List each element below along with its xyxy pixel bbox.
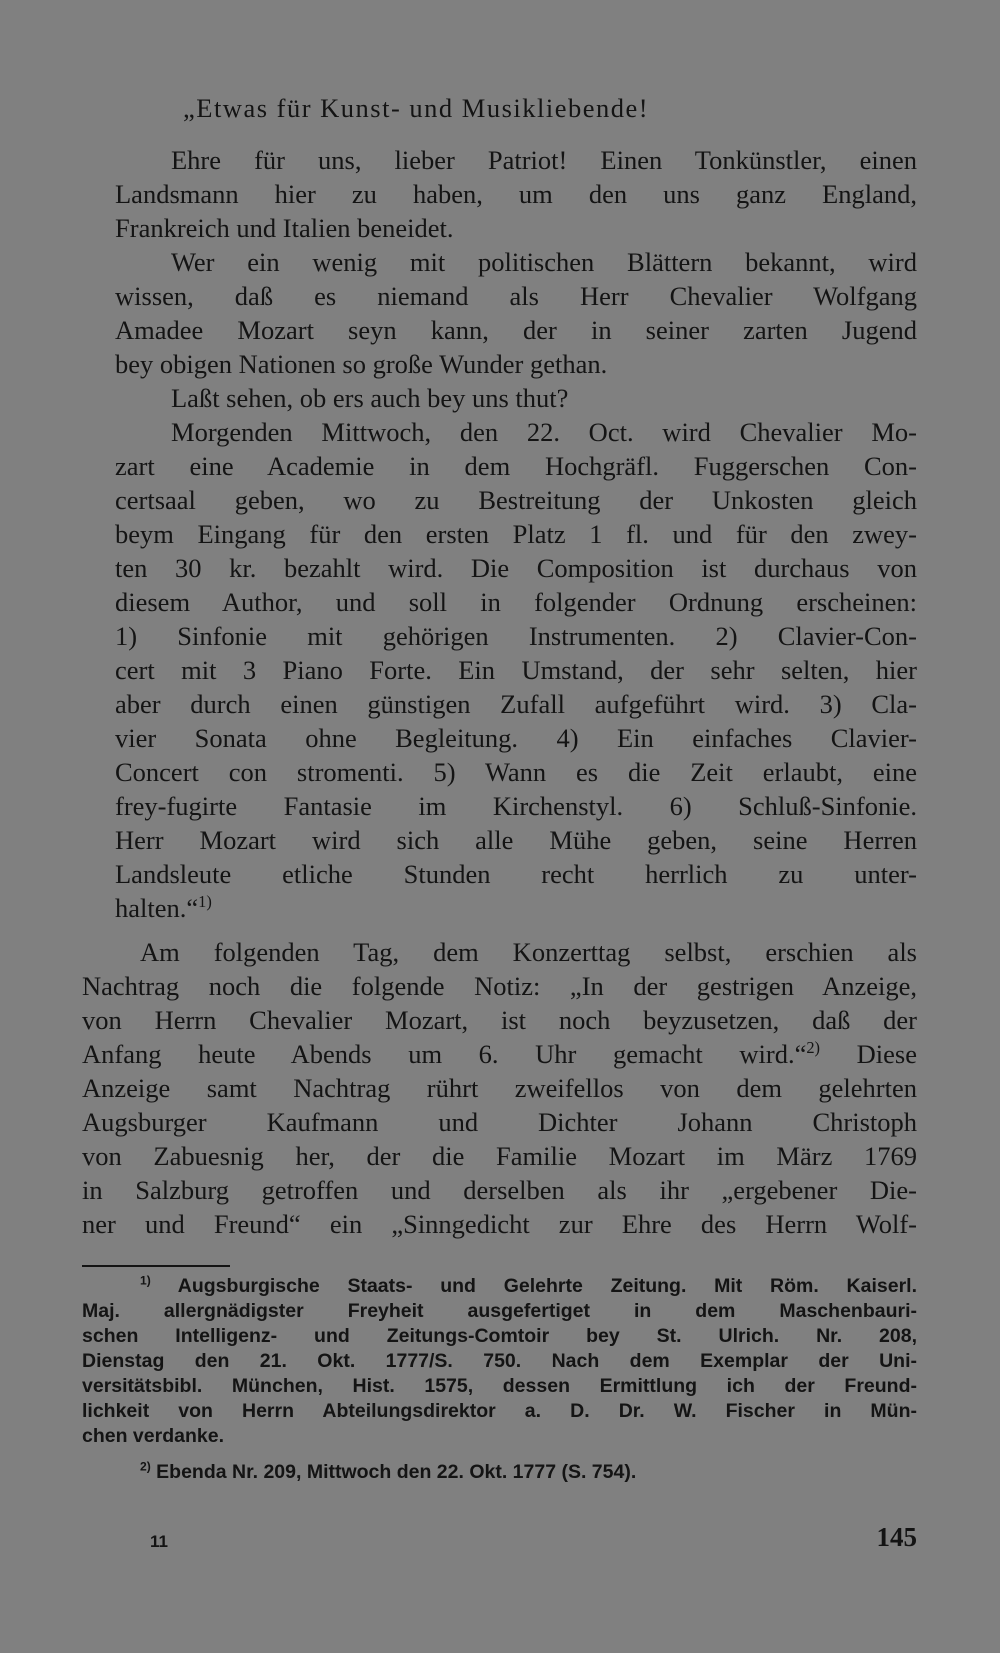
body-line-text: Anfang heute Abends um 6. Uhr gemacht wird.“ xyxy=(82,1039,807,1069)
page-number: 145 xyxy=(876,1522,917,1552)
signature-mark: 11 xyxy=(150,1532,168,1551)
quote-line: ten 30 kr. bezahlt wird. Die Composition ist durchaus von xyxy=(115,553,917,583)
quote-line: Landsleute etliche Stunden recht herrlich zu unter- xyxy=(115,859,917,889)
quote-line: Ehre für uns, lieber Patriot! Einen Tonkünstler, einen xyxy=(171,145,917,175)
body-line: von Herrn Chevalier Mozart, ist noch beyzusetzen, daß der xyxy=(82,1005,917,1035)
footnote-line: schen Intelligenz- und Zeitungs-Comtoir bey St. Ulrich. Nr. 208, xyxy=(82,1325,917,1347)
body-line-with-footnote xyxy=(82,1038,917,1070)
quote-line: bey obigen Nationen so große Wunder gethan. xyxy=(115,349,608,379)
footnote-separator xyxy=(82,1265,230,1267)
quote-line: Wer ein wenig mit politischen Blättern bekannt, wird xyxy=(171,247,917,277)
quote-line: Concert con stromenti. 5) Wann es die Zeit erlaubt, eine xyxy=(115,757,917,787)
quote-line: Morgenden Mittwoch, den 22. Oct. wird Chevalier Mo- xyxy=(171,417,917,447)
quote-line: 1) Sinfonie mit gehörigen Instrumenten. 2) Clavier-Con- xyxy=(115,621,917,651)
quote-line: aber durch einen günstigen Zufall aufgeführt wird. 3) Cla- xyxy=(115,689,917,719)
quote-heading: „Etwas für Kunst- und Musikliebende! xyxy=(183,93,650,123)
footnote-line-text: Augsburgische Staats- und Gelehrte Zeitung. Mit Röm. Kaiserl. xyxy=(177,1275,917,1297)
footnote-ref-1: 1) xyxy=(198,892,212,912)
quote-line: cert mit 3 Piano Forte. Ein Umstand, der sehr selten, hier xyxy=(115,655,917,685)
footnote-line: Dienstag den 21. Okt. 1777/S. 750. Nach dem Exemplar der Uni- xyxy=(82,1350,917,1372)
quote-line-text: halten.“ xyxy=(115,893,199,923)
quote-line: Landsmann hier zu haben, um den uns ganz England, xyxy=(115,179,917,209)
footnote-2-text: Ebenda Nr. 209, Mittwoch den 22. Okt. 1777 (S. 754). xyxy=(156,1461,637,1483)
quote-line: diesem Author, und soll in folgender Ordnung erscheinen: xyxy=(115,587,917,617)
quote-last-line xyxy=(115,892,917,924)
footnote-2-marker: 2) xyxy=(140,1459,151,1474)
quote-line: Frankreich und Italien beneidet. xyxy=(115,213,454,243)
body-line: Am folgenden Tag, dem Konzerttag selbst, erschien als xyxy=(140,937,917,967)
footnote-line: lichkeit von Herrn Abteilungsdirektor a. D. Dr. W. Fischer in Mün- xyxy=(82,1400,917,1422)
footnote-2 xyxy=(140,1460,917,1485)
quote-line: certsaal geben, wo zu Bestreitung der Unkosten gleich xyxy=(115,485,917,515)
body-line: in Salzburg getroffen und derselben als ihr „ergebener Die- xyxy=(82,1175,917,1205)
body-line: Nachtrag noch die folgende Notiz: „In der gestrigen Anzeige, xyxy=(82,971,917,1001)
body-line: ner und Freund“ ein „Sinngedicht zur Ehre des Herrn Wolf- xyxy=(82,1209,917,1239)
footnote-ref-2: 2) xyxy=(806,1038,821,1058)
quote-line: wissen, daß es niemand als Herr Chevalier Wolfgang xyxy=(115,281,917,311)
body-line: Augsburger Kaufmann und Dichter Johann Christoph xyxy=(82,1107,917,1137)
footnote-line: Maj. allergnädigster Freyheit ausgefertiget in dem Maschenbauri- xyxy=(82,1300,917,1322)
quote-line: Amadee Mozart seyn kann, der in seiner zarten Jugend xyxy=(115,315,917,345)
body-line: Anzeige samt Nachtrag rührt zweifellos von dem gelehrten xyxy=(82,1073,917,1103)
footnote-line: versitätsbibl. München, Hist. 1575, dessen Ermittlung ich der Freund- xyxy=(82,1375,917,1397)
quote-line: frey-fugirte Fantasie im Kirchenstyl. 6) Schluß-Sinfonie. xyxy=(115,791,917,821)
footnote-line: chen verdanke. xyxy=(82,1425,224,1447)
quote-line: vier Sonata ohne Begleitung. 4) Ein einfaches Clavier- xyxy=(115,723,917,753)
body-line: von Zabuesnig her, der die Familie Mozart im März 1769 xyxy=(82,1141,917,1171)
quote-line: zart eine Academie in dem Hochgräfl. Fuggerschen Con- xyxy=(115,451,917,481)
quote-line: beym Eingang für den ersten Platz 1 fl. und für den zwey- xyxy=(115,519,917,549)
body-line-text-continued: Diese xyxy=(820,1039,917,1069)
footnote-1-first-line xyxy=(140,1274,917,1299)
quote-line: Laßt sehen, ob ers auch bey uns thut? xyxy=(171,383,569,413)
footnote-1-marker: 1) xyxy=(140,1273,151,1288)
quote-line: Herr Mozart wird sich alle Mühe geben, seine Herren xyxy=(115,825,917,855)
